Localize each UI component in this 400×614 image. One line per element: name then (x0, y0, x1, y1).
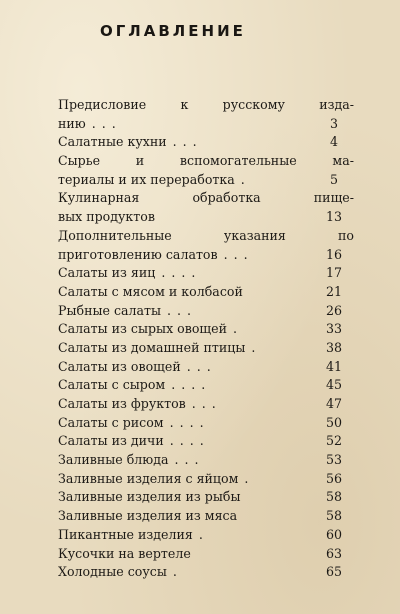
toc-entry (58, 432, 354, 451)
page-number: 53 (325, 452, 343, 468)
toc-entry (58, 488, 354, 507)
toc-entry (58, 320, 354, 339)
toc-entry (58, 526, 354, 545)
toc-entry (58, 283, 354, 302)
toc-entry-title: Заливные блюда (58, 452, 169, 468)
page-number: 58 (325, 508, 343, 524)
toc-entry-last-line (58, 208, 310, 227)
toc-entry (58, 451, 354, 470)
dot-leader: . (198, 526, 209, 542)
page-number: 60 (325, 526, 343, 542)
toc-entry-title: териалы и их переработка (58, 171, 235, 187)
page-number: 13 (325, 209, 343, 225)
toc-entry-last-line (58, 115, 310, 134)
page-number: 4 (329, 134, 338, 150)
toc-entry (58, 227, 354, 264)
toc-entry-title: Заливные изделия из мяса (58, 508, 238, 524)
page-title: ОГЛАВЛЕНИЕ (100, 22, 246, 40)
toc-entry-last-line (58, 133, 310, 152)
table-of-contents (58, 96, 354, 582)
page-number: 26 (325, 302, 343, 318)
toc-entry-last-line (58, 395, 310, 414)
dot-leader: ... (223, 246, 254, 262)
toc-entry-last-line (58, 451, 310, 470)
toc-entry-title: Холодные соусы (58, 564, 167, 580)
page-number: 65 (325, 564, 343, 580)
toc-entry (58, 376, 354, 395)
page-number: 45 (325, 377, 343, 393)
toc-entry (58, 414, 354, 433)
toc-entry-title: Салаты из фруктов (58, 396, 186, 411)
toc-entry-last-line (58, 246, 310, 265)
dot-leader: . (244, 470, 255, 486)
toc-entry-last-line (58, 320, 310, 339)
page-number: 52 (325, 433, 343, 449)
toc-entry-title: Салаты из домашней птицы (58, 339, 246, 355)
toc-entry-title: Салаты с рисом (58, 414, 164, 430)
toc-entry-last-line (58, 283, 310, 302)
toc-entry-title: Кусочки на вертеле (58, 545, 191, 561)
page-number: 3 (329, 115, 338, 131)
dot-leader: ... (167, 302, 198, 318)
toc-entry-last-line (58, 264, 310, 283)
toc-entry-title: вых продуктов (58, 209, 155, 225)
toc-entry-last-line (58, 470, 310, 489)
dot-leader: . (251, 339, 262, 355)
toc-entry-title: Салаты с мясом и колбасой (58, 283, 243, 299)
page-number: 17 (325, 265, 343, 281)
toc-entry (58, 358, 354, 377)
toc-entry-title: Пикантные изделия (58, 526, 193, 542)
page-number: 16 (325, 246, 343, 262)
toc-entry (58, 395, 354, 414)
toc-entry-title: Салатные кухни (58, 134, 167, 150)
dot-leader: .... (169, 414, 210, 430)
toc-entry (58, 545, 354, 564)
toc-entry (58, 563, 354, 582)
page-number: 50 (325, 414, 343, 430)
page-number: 47 (325, 396, 343, 411)
toc-entry (58, 189, 354, 226)
toc-entry (58, 302, 354, 321)
page-number: 5 (329, 171, 338, 187)
toc-entry-title: приготовлению салатов (58, 246, 218, 262)
toc-entry (58, 133, 354, 152)
page-number: 63 (325, 545, 343, 561)
toc-entry-title: Салаты из яиц (58, 265, 156, 281)
dot-leader: .... (171, 377, 212, 393)
toc-entry-title: Заливные изделия с яйцом (58, 470, 239, 486)
toc-entry-line: Кулинарная обработка пище- (58, 190, 354, 206)
toc-entry (58, 507, 354, 526)
dot-leader: ... (172, 134, 203, 150)
dot-leader: ... (191, 396, 222, 411)
dot-leader: . (240, 171, 251, 187)
toc-entry (58, 264, 354, 283)
toc-entry-line: Сырье и вспомогательные ма- (58, 153, 354, 169)
toc-entry-line: Дополнительные указания по (58, 227, 354, 243)
page-number: 38 (325, 339, 343, 355)
toc-entry-last-line (58, 339, 310, 358)
toc-entry-last-line (58, 302, 310, 321)
toc-entry-last-line (58, 507, 310, 526)
page-number: 21 (325, 283, 343, 299)
page-number: 58 (325, 489, 343, 505)
toc-entry-last-line (58, 171, 310, 190)
toc-entry-last-line (58, 358, 310, 377)
toc-entry-last-line (58, 414, 310, 433)
toc-entry-last-line (58, 376, 310, 395)
toc-entry (58, 339, 354, 358)
toc-entry (58, 96, 354, 133)
page-number: 41 (325, 358, 343, 374)
dot-leader: ... (174, 452, 205, 468)
dot-leader: ... (186, 358, 217, 374)
toc-entry-title: Заливные изделия из рыбы (58, 489, 241, 505)
dot-leader: . (233, 321, 244, 337)
toc-entry-line: Предисловие к русскому изда- (58, 97, 354, 112)
toc-entry (58, 470, 354, 489)
toc-entry-title: Рыбные салаты (58, 302, 162, 318)
toc-entry-last-line (58, 545, 310, 564)
toc-entry-last-line (58, 563, 310, 582)
page-number: 56 (325, 470, 343, 486)
toc-entry-title: Салаты из дичи (58, 433, 164, 449)
page-number: 33 (325, 321, 343, 337)
dot-leader: . (172, 564, 183, 580)
toc-entry-title: Салаты с сыром (58, 377, 166, 393)
toc-entry-title: Салаты из сырых овощей (58, 321, 227, 337)
toc-entry-last-line (58, 526, 310, 545)
toc-entry-title: нию (58, 115, 86, 131)
dot-leader: .... (161, 265, 202, 281)
toc-entry (58, 152, 354, 189)
toc-entry-last-line (58, 488, 310, 507)
dot-leader: .... (169, 433, 210, 449)
dot-leader: ... (91, 115, 122, 131)
toc-entry-last-line (58, 432, 310, 451)
toc-entry-title: Салаты из овощей (58, 358, 181, 374)
